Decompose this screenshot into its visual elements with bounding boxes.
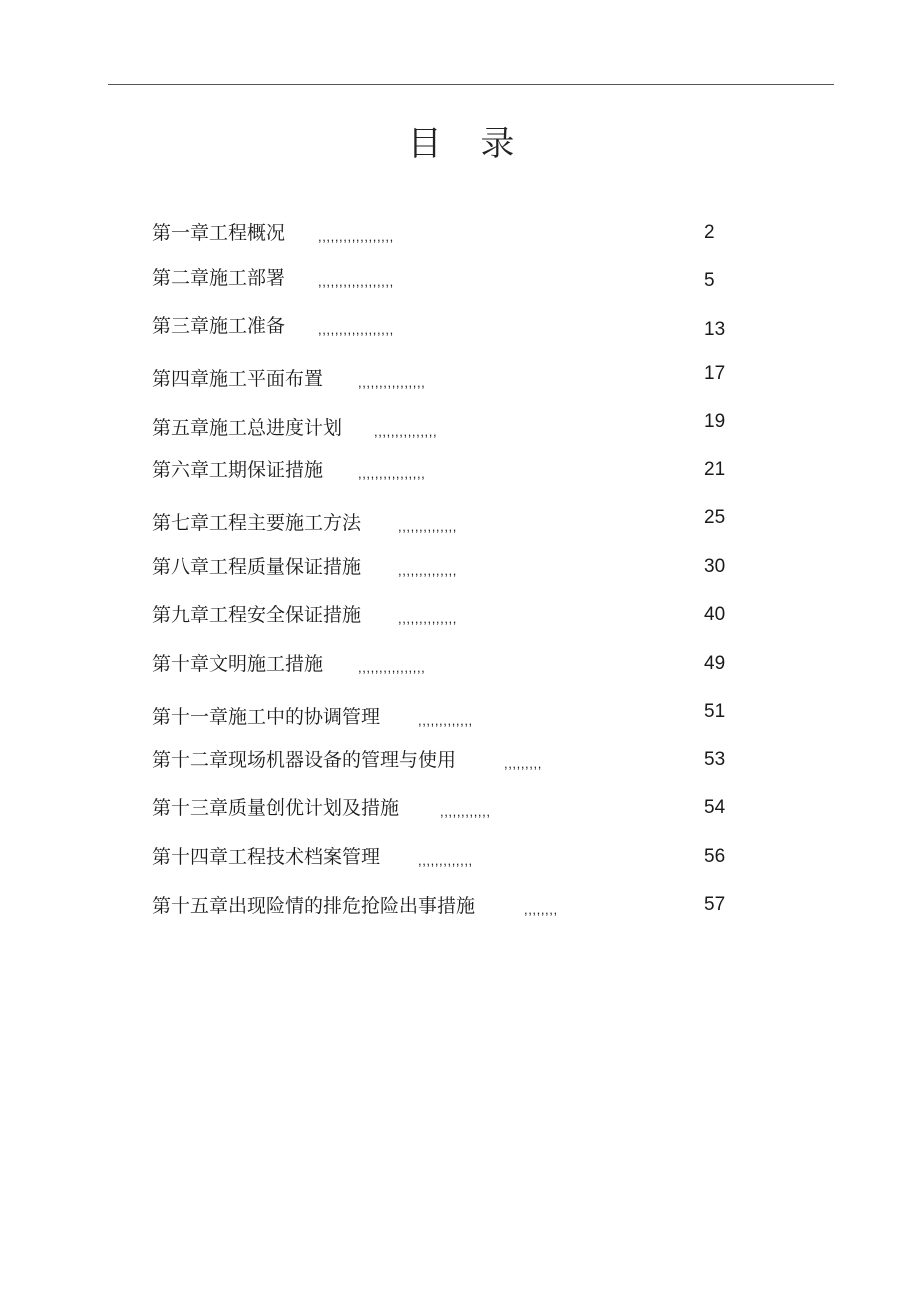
toc-entry-leader: ,,,,,,,,,,,,,, (398, 611, 457, 626)
toc-entry-page-number: 30 (704, 556, 726, 577)
toc-entry-leader: ,,,,,,,,,,,,, (418, 713, 473, 728)
toc-entry-leader: ,,,,,,,,,,,,,,,,,, (318, 229, 394, 244)
toc-entry-page-number: 49 (704, 653, 726, 674)
toc-entry-page-number: 19 (704, 411, 726, 432)
toc-entry-label: 第一章工程概况 (152, 222, 286, 244)
toc-entry-label: 第四章施工平面布置 (152, 368, 324, 390)
toc-entry-page-number: 53 (704, 749, 726, 770)
toc-entry-label: 第十二章现场机器设备的管理与使用 (152, 749, 457, 771)
toc-entry-leader: ,,,,,,,,,,,,,,,, (358, 660, 426, 675)
toc-entry-leader: ,,,,,,,,,,,,,,, (374, 424, 438, 439)
toc-entry-page-number: 13 (704, 319, 726, 340)
toc-entry-leader: ,,,,,,,,,,,,,,,,,, (318, 274, 394, 289)
toc-entry-label: 第六章工期保证措施 (152, 459, 324, 481)
toc-entry-label: 第二章施工部署 (152, 267, 286, 289)
toc-entry-label: 第五章施工总进度计划 (152, 417, 343, 439)
toc-entry-page-number: 2 (704, 222, 715, 243)
toc-entry-leader: ,,,,,,,,,,,,,,,,,, (318, 322, 394, 337)
toc-entry-page-number: 56 (704, 846, 726, 867)
toc-entry-label: 第九章工程安全保证措施 (152, 604, 362, 626)
toc-entry-label: 第十一章施工中的协调管理 (152, 706, 381, 728)
toc-entry-page-number: 17 (704, 363, 726, 384)
toc-entry-leader: ,,,,,,,, (524, 902, 558, 917)
toc-entry-page-number: 21 (704, 459, 726, 480)
toc-entry-leader: ,,,,,,,,,,,,,,,, (358, 375, 426, 390)
toc-entry-page-number: 51 (704, 701, 726, 722)
toc-entry-leader: ,,,,,,,,, (504, 756, 542, 771)
toc-entry-label: 第十四章工程技术档案管理 (152, 846, 381, 868)
toc-title: 目 录 (407, 124, 529, 164)
toc-entry-label: 第十五章出现险情的排危抢险出事措施 (152, 895, 476, 917)
toc-entry-page-number: 25 (704, 507, 726, 528)
toc-entry-leader: ,,,,,,,,,,,, (440, 804, 491, 819)
toc-entry-leader: ,,,,,,,,,,,,,, (398, 563, 457, 578)
toc-entry-page-number: 5 (704, 270, 715, 291)
toc-entry-leader: ,,,,,,,,,,,,, (418, 853, 473, 868)
toc-entry-leader: ,,,,,,,,,,,,,, (398, 519, 457, 534)
toc-entry-label: 第十三章质量创优计划及措施 (152, 797, 400, 819)
toc-entry-label: 第十章文明施工措施 (152, 653, 324, 675)
toc-entry-page-number: 54 (704, 797, 726, 818)
toc-entry-page-number: 40 (704, 604, 726, 625)
toc-entry-leader: ,,,,,,,,,,,,,,,, (358, 466, 426, 481)
toc-entry-label: 第七章工程主要施工方法 (152, 512, 362, 534)
header-rule (108, 84, 834, 85)
toc-entry-label: 第八章工程质量保证措施 (152, 556, 362, 578)
toc-entry-label: 第三章施工准备 (152, 315, 286, 337)
toc-entry-page-number: 57 (704, 894, 726, 915)
